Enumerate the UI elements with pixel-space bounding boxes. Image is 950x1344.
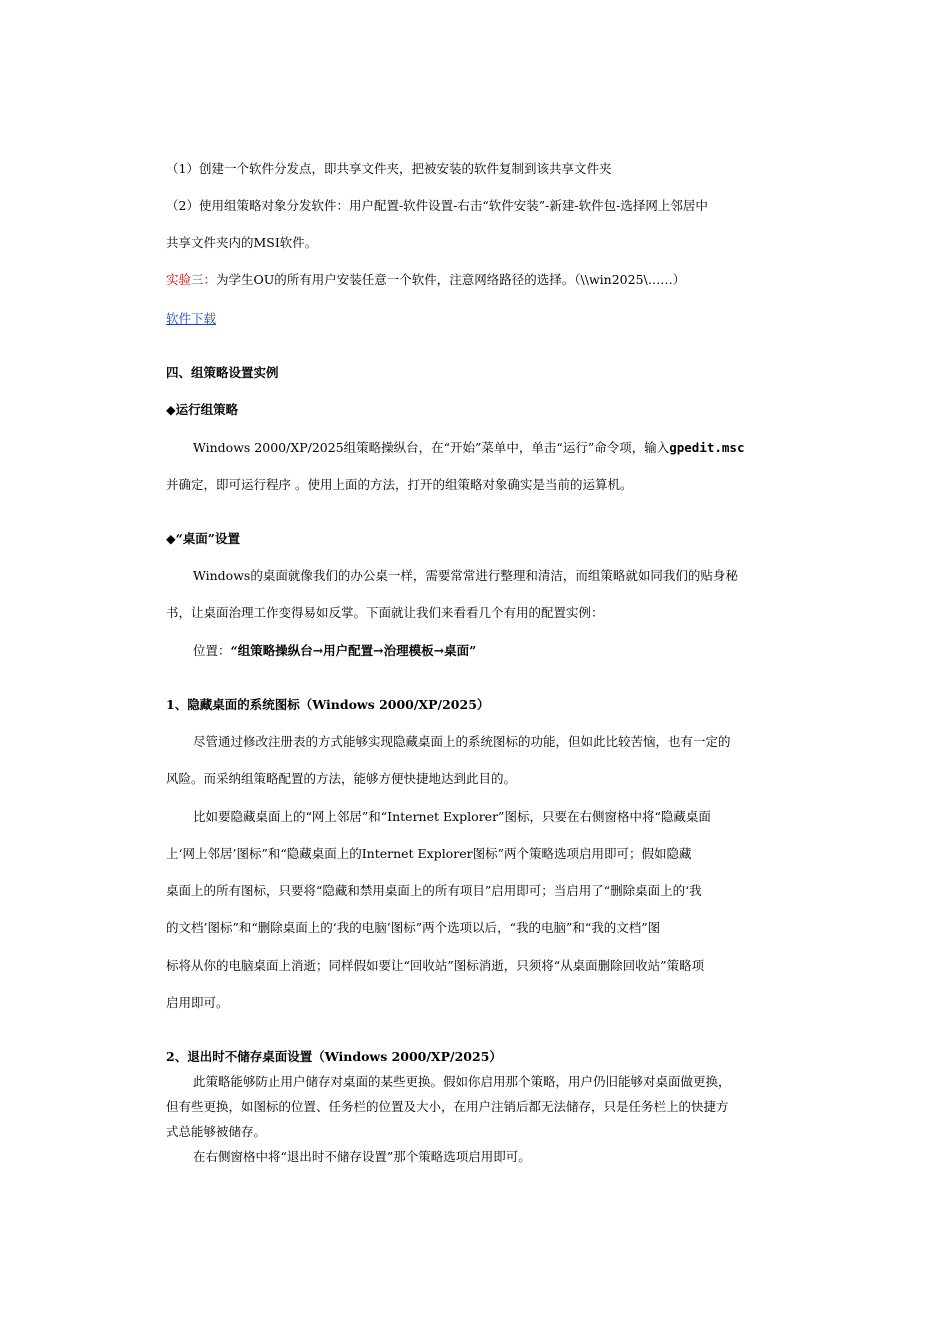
step-1-text: （1）创建一个软件分发点，即共享文件夹，把被安装的软件复制到该共享文件夹	[166, 161, 612, 176]
item-1-paragraph-3: 比如要隐藏桌面上的“网上邻居”和“Internet Explorer”图标，只要在右侧窗格中将“隐藏桌面	[193, 809, 711, 824]
desktop-settings-heading: ◆“桌面”设置	[166, 531, 240, 546]
item-1-paragraph-2: 风险。而采纳组策略配置的方法，能够方便快捷地达到此目的。	[166, 771, 517, 786]
item-2-paragraph-2: 但有些更换，如图标的位置、任务栏的位置及大小，在用户注销后都无法储存，只是任务栏上的快捷方	[166, 1099, 729, 1114]
location-label: 位置：	[193, 643, 231, 658]
section-4-heading: 四、组策略设置实例	[166, 365, 279, 380]
experiment-3-label: 实验三：	[166, 272, 217, 287]
run-group-policy-heading: ◆运行组策略	[166, 402, 239, 417]
experiment-3-text: 为学生OU的所有用户安装任意一个软件，注意网络路径的选择。（\\win2025\……）	[216, 272, 686, 287]
run-group-policy-paragraph-1	[193, 440, 786, 456]
location-line	[193, 643, 786, 659]
software-download-link[interactable]: 软件下载	[166, 311, 217, 326]
run-group-policy-paragraph-2: 并确定，即可运行程序 。使用上面的方法，打开的组策略对象确实是当前的运算机。	[166, 477, 633, 492]
run-gp-text: Windows 2000/XP/2025组策略操纵台，在“开始”菜单中，单击“运行”命令项，输入	[193, 440, 670, 455]
location-path: “组策略操纵台→用户配置→治理模板→桌面”	[230, 643, 477, 658]
item-1-paragraph-6: 的文档’图标”和“删除桌面上的‘我的电脑’图标”两个选项以后，“我的电脑”和“我的文档”图	[166, 920, 661, 935]
step-2-text: （2）使用组策略对象分发软件：用户配置-软件设置-右击“软件安装”-新建-软件包-选择网上邻居中	[166, 198, 708, 213]
item-2-paragraph-3: 式总能够被储存。	[166, 1124, 267, 1139]
item-1-heading: 1、隐藏桌面的系统图标（Windows 2000/XP/2025）	[166, 697, 490, 712]
item-1-paragraph-8: 启用即可。	[166, 995, 229, 1010]
desktop-paragraph-1: Windows的桌面就像我们的办公桌一样，需要常常进行整理和清洁，而组策略就如同我们的贴身秘	[193, 568, 738, 583]
item-2-paragraph-1: 此策略能够防止用户储存对桌面的某些更换。假如你启用那个策略，用户仍旧能够对桌面做更换，	[193, 1074, 731, 1089]
item-2-heading: 2、退出时不储存桌面设置（Windows 2000/XP/2025）	[166, 1049, 502, 1064]
gpedit-command: gpedit.msc	[669, 440, 745, 455]
item-2-paragraph-4: 在右侧窗格中将“退出时不储存设置”那个策略选项启用即可。	[193, 1149, 531, 1164]
item-1-paragraph-5: 桌面上的所有图标，只要将“隐藏和禁用桌面上的所有项目”启用即可；当启用了“删除桌面上的‘我	[166, 883, 702, 898]
download-paragraph	[166, 311, 786, 327]
experiment-3-paragraph	[166, 272, 786, 288]
step-2-continued-text: 共享文件夹内的MSI软件。	[166, 235, 318, 250]
desktop-paragraph-2: 书，让桌面治理工作变得易如反掌。下面就让我们来看看几个有用的配置实例：	[166, 605, 604, 620]
item-1-paragraph-1: 尽管通过修改注册表的方式能够实现隐藏桌面上的系统图标的功能，但如此比较苦恼，也有一定的	[193, 734, 731, 749]
item-1-paragraph-4: 上‘网上邻居’图标”和“隐藏桌面上的Internet Explorer图标”两个策略选项启用即可；假如隐藏	[166, 846, 692, 861]
item-1-paragraph-7: 标将从你的电脑桌面上消逝；同样假如要让“回收站”图标消逝，只须将“从桌面删除回收站”策略项	[166, 958, 705, 973]
